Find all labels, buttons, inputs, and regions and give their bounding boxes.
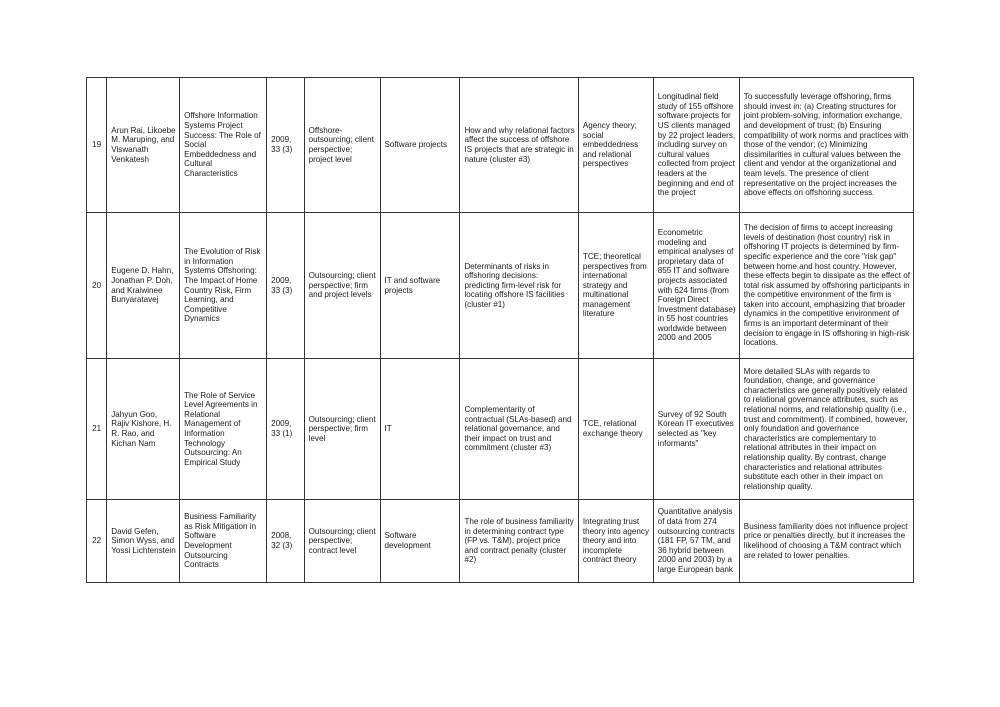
title-cell: The Role of Service Level Agreements in Relational Management of Information Technology Outsourcing: An Empirical Study: [180, 359, 267, 500]
year-volume-cell: 2009, 33 (3): [267, 78, 304, 213]
theory-cell: Integrating trust theory into agency theory and into incomplete contract theory: [578, 500, 653, 583]
research-question-cell: The role of business familiarity in determining contract type (FP vs. T&M), project price and contract penalty (cluster #2): [460, 500, 578, 583]
theory-cell: TCE, relational exchange theory: [578, 359, 653, 500]
context-cell: Outsourcing; client perspective; firm level: [304, 359, 380, 500]
table-row: [87, 359, 914, 500]
sector-cell: Software development: [380, 500, 460, 583]
table-row: [87, 213, 914, 359]
theory-cell: Agency theory; social embeddedness and relational perspectives: [578, 78, 653, 213]
title-cell: Business Familiarity as Risk Mitigation in Software Development Outsourcing Contracts: [180, 500, 267, 583]
method-cell: Survey of 92 South Korean IT executives selected as "key informants": [653, 359, 739, 500]
method-cell: Quantitative analysis of data from 274 outsourcing contracts (181 FP, 57 TM, and 36 hybrid between 2000 and 2003) by a large European bank: [653, 500, 739, 583]
row-number: 22: [87, 500, 107, 583]
research-question-cell: Complementarity of contractual (SLAs-based) and relational governance, and their impact on trust and commitment (cluster #3): [460, 359, 578, 500]
table-row: [87, 78, 914, 213]
row-number: 20: [87, 213, 107, 359]
row-number: 19: [87, 78, 107, 213]
authors-cell: Eugene D. Hahn, Jonathan P. Doh, and Kraiwinee Bunyaratavej: [107, 213, 180, 359]
year-volume-cell: 2009, 33 (3): [267, 213, 304, 359]
year-volume-cell: 2008, 32 (3): [267, 500, 304, 583]
authors-cell: Arun Rai, Likoebe M. Maruping, and Viswanath Venkatesh: [107, 78, 180, 213]
theory-cell: TCE; theoretical perspectives from international strategy and multinational management literature: [578, 213, 653, 359]
authors-cell: David Gefen, Simon Wyss, and Yossi Lichtenstein: [107, 500, 180, 583]
title-cell: Offshore Information Systems Project Success: The Role of Social Embeddedness and Cultural Characteristics: [180, 78, 267, 213]
findings-cell: To successfully leverage offshoring, firms should invest in: (a) Creating structures for joint problem-solving, information exchange, and development of trust; (b) Ensuring compatibility of work norms and practices with those of the vendor; (c) Minimizing dissimilarities in cultural values between the client and vendor at the organizational and team levels. The presence of client representative on the project increases the above effects on offshoring success.: [739, 78, 913, 213]
findings-cell: More detailed SLAs with regards to foundation, change, and governance characteristics are generally positively related to relational governance attributes, such as relational norms, and relationship quality (i.e., trust and commitment). If combined, however, only foundation and governance characteristics are complementary to relational attributes in their impact on relationship quality. By contrast, change characteristics and relational attributes substitute each other in their impact on relationship quality.: [739, 359, 913, 500]
sector-cell: Software projects: [380, 78, 460, 213]
method-cell: Longitudinal field study of 155 offshore software projects for US clients managed by 22 project leaders, including survey on cultural values collected from project leaders at the beginning and end of the project: [653, 78, 739, 213]
research-question-cell: How and why relational factors affect the success of offshore IS projects that are strategic in nature (cluster #3): [460, 78, 578, 213]
row-number: 21: [87, 359, 107, 500]
literature-review-table: [86, 77, 914, 583]
findings-cell: The decision of firms to accept increasing levels of destination (host country) risk in offshoring IT projects is determined by firm-specific experience and the core "risk gap" between home and host country. However, these effects begin to dissipate as the effect of total risk assumed by offshoring participants in the competitive environment of the firm is taken into account, emphasizing that broader dynamics in the competitive environment of firms is an important determinant of their decision to engage in IS offshoring in high-risk locations.: [739, 213, 913, 359]
context-cell: Offshore-outsourcing; client perspective; project level: [304, 78, 380, 213]
year-volume-cell: 2009, 33 (1): [267, 359, 304, 500]
authors-cell: Jahyun Goo, Rajiv Kishore, H. R. Rao, and Kichan Nam: [107, 359, 180, 500]
research-question-cell: Determinants of risks in offshoring decisions: predicting firm-level risk for locating offshore IS facilities (cluster #1): [460, 213, 578, 359]
sector-cell: IT and software projects: [380, 213, 460, 359]
method-cell: Econometric modeling and empirical analyses of proprietary data of 855 IT and software projects associated with 624 firms (from Foreign Direct Investment database) in 55 host countries worldwide between 2000 and 2005: [653, 213, 739, 359]
sector-cell: IT: [380, 359, 460, 500]
context-cell: Outsourcing; client perspective; firm and project levels: [304, 213, 380, 359]
context-cell: Outsourcing; client perspective; contract level: [304, 500, 380, 583]
table-row: [87, 500, 914, 583]
title-cell: The Evolution of Risk in Information Systems Offshoring: The Impact of Home Country Risk, Firm Learning, and Competitive Dynamics: [180, 213, 267, 359]
findings-cell: Business familiarity does not influence project price or penalties directly, but it increases the likelihood of choosing a T&M contract which are related to lower penalties.: [739, 500, 913, 583]
